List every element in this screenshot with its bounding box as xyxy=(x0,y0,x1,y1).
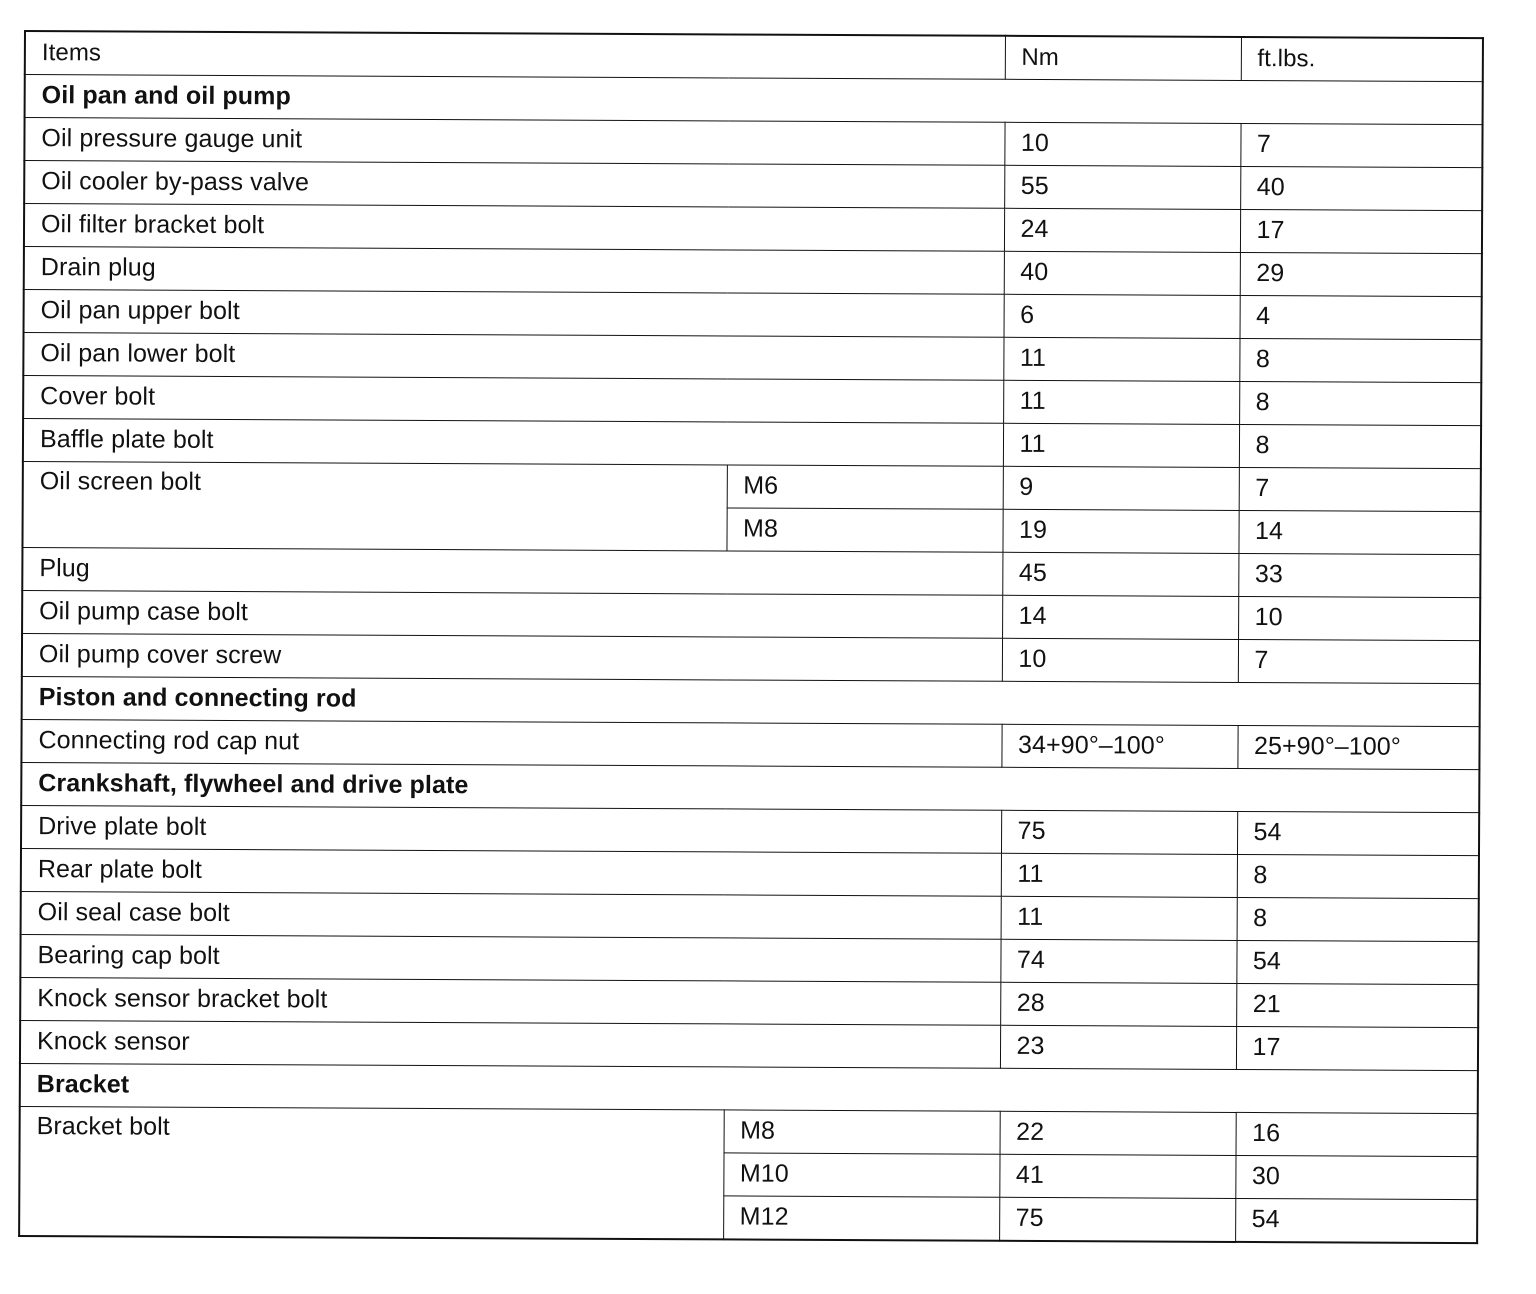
ftlbs-value: 7 xyxy=(1240,123,1482,167)
nm-value: 75 xyxy=(1001,810,1237,854)
header-nm: Nm xyxy=(1005,36,1241,81)
ftlbs-value: 8 xyxy=(1237,897,1479,941)
table-row xyxy=(24,290,1482,340)
item-label: Connecting rod cap nut xyxy=(21,719,1001,767)
table-row xyxy=(21,848,1479,898)
nm-value: 23 xyxy=(1000,1025,1236,1069)
nm-value: 24 xyxy=(1004,208,1240,252)
table-row xyxy=(20,934,1478,984)
ftlbs-value: 14 xyxy=(1238,510,1480,554)
item-label: Knock sensor xyxy=(20,1020,1000,1068)
table-row xyxy=(22,547,1480,597)
section-label: Piston and connecting rod xyxy=(22,676,1480,726)
table-row xyxy=(24,247,1482,297)
table-row xyxy=(20,1106,1478,1156)
item-label: Drive plate bolt xyxy=(21,805,1001,853)
ftlbs-value: 8 xyxy=(1239,381,1481,425)
table-row xyxy=(23,333,1481,383)
nm-value: 75 xyxy=(999,1197,1235,1242)
table-row xyxy=(23,461,1481,511)
nm-value: 19 xyxy=(1002,509,1238,553)
section-row xyxy=(22,676,1480,726)
nm-value: 22 xyxy=(1000,1111,1236,1155)
nm-value: 55 xyxy=(1004,165,1240,209)
item-label: Oil screen bolt xyxy=(22,461,726,550)
size-label: M8 xyxy=(724,1110,1000,1154)
nm-value: 11 xyxy=(1001,896,1237,940)
table-row xyxy=(23,376,1481,426)
ftlbs-value: 17 xyxy=(1240,209,1482,253)
table-row xyxy=(24,118,1482,168)
header-ftlbs: ft.lbs. xyxy=(1241,37,1483,82)
table-row xyxy=(22,590,1480,640)
item-label: Oil cooler by-pass valve xyxy=(24,161,1004,209)
ftlbs-value: 30 xyxy=(1235,1155,1477,1199)
ftlbs-value: 54 xyxy=(1236,940,1478,984)
item-label: Oil pan upper bolt xyxy=(24,290,1004,338)
nm-value: 34+90°–100° xyxy=(1001,724,1237,768)
ftlbs-value: 54 xyxy=(1235,1198,1477,1243)
header-row xyxy=(25,31,1483,82)
ftlbs-value: 7 xyxy=(1238,639,1480,683)
nm-value: 10 xyxy=(1004,122,1240,166)
nm-value: 11 xyxy=(1003,423,1239,467)
torque-spec-table xyxy=(18,30,1484,1244)
nm-value: 11 xyxy=(1003,380,1239,424)
ftlbs-value: 40 xyxy=(1240,166,1482,210)
ftlbs-value: 10 xyxy=(1238,596,1480,640)
ftlbs-value: 7 xyxy=(1239,467,1481,511)
item-label: Rear plate bolt xyxy=(21,848,1001,896)
size-label: M8 xyxy=(726,508,1002,552)
size-label: M10 xyxy=(723,1153,999,1197)
item-label: Oil pump cover screw xyxy=(22,633,1002,681)
table-row xyxy=(20,977,1478,1027)
ftlbs-value: 4 xyxy=(1240,295,1482,339)
ftlbs-value: 8 xyxy=(1239,424,1481,468)
table-row xyxy=(24,204,1482,254)
nm-value: 10 xyxy=(1002,638,1238,682)
table-row xyxy=(22,633,1480,683)
item-label: Drain plug xyxy=(24,247,1004,295)
table-row xyxy=(24,161,1482,211)
table-row xyxy=(21,805,1479,855)
nm-value: 11 xyxy=(1003,337,1239,381)
item-label: Knock sensor bracket bolt xyxy=(20,977,1000,1025)
ftlbs-value: 29 xyxy=(1240,252,1482,296)
nm-value: 41 xyxy=(999,1154,1235,1198)
nm-value: 45 xyxy=(1002,552,1238,596)
nm-value: 14 xyxy=(1002,595,1238,639)
size-label: M6 xyxy=(727,465,1003,509)
nm-value: 11 xyxy=(1001,853,1237,897)
item-label: Plug xyxy=(22,547,1002,595)
item-label: Oil pan lower bolt xyxy=(23,333,1003,381)
section-row xyxy=(21,762,1479,812)
item-label: Baffle plate bolt xyxy=(23,419,1003,467)
ftlbs-value: 17 xyxy=(1236,1026,1478,1070)
item-label: Bracket bolt xyxy=(19,1106,724,1239)
ftlbs-value: 54 xyxy=(1237,811,1479,855)
nm-value: 74 xyxy=(1000,939,1236,983)
table-row xyxy=(23,419,1481,469)
item-label: Cover bolt xyxy=(23,376,1003,424)
ftlbs-value: 25+90°–100° xyxy=(1237,725,1479,769)
table-row xyxy=(21,891,1479,941)
table-body xyxy=(19,31,1483,1243)
ftlbs-value: 16 xyxy=(1236,1112,1478,1156)
ftlbs-value: 8 xyxy=(1239,338,1481,382)
ftlbs-value: 8 xyxy=(1237,854,1479,898)
item-label: Oil pressure gauge unit xyxy=(24,118,1004,166)
item-label: Bearing cap bolt xyxy=(20,934,1000,982)
nm-value: 6 xyxy=(1004,294,1240,338)
section-label: Crankshaft, flywheel and drive plate xyxy=(21,762,1479,812)
item-label: Oil pump case bolt xyxy=(22,590,1002,638)
item-label: Oil seal case bolt xyxy=(21,891,1001,939)
nm-value: 28 xyxy=(1000,982,1236,1026)
section-row xyxy=(25,75,1483,125)
section-label: Oil pan and oil pump xyxy=(25,75,1483,125)
size-label: M12 xyxy=(723,1196,999,1241)
nm-value: 9 xyxy=(1003,466,1239,510)
item-label: Oil filter bracket bolt xyxy=(24,204,1004,252)
section-row xyxy=(20,1063,1478,1113)
section-label: Bracket xyxy=(20,1063,1478,1113)
header-items: Items xyxy=(25,31,1005,79)
ftlbs-value: 33 xyxy=(1238,553,1480,597)
table-row xyxy=(20,1020,1478,1070)
ftlbs-value: 21 xyxy=(1236,983,1478,1027)
table-row xyxy=(21,719,1479,769)
nm-value: 40 xyxy=(1004,251,1240,295)
torque-spec-sheet xyxy=(18,30,1482,1244)
